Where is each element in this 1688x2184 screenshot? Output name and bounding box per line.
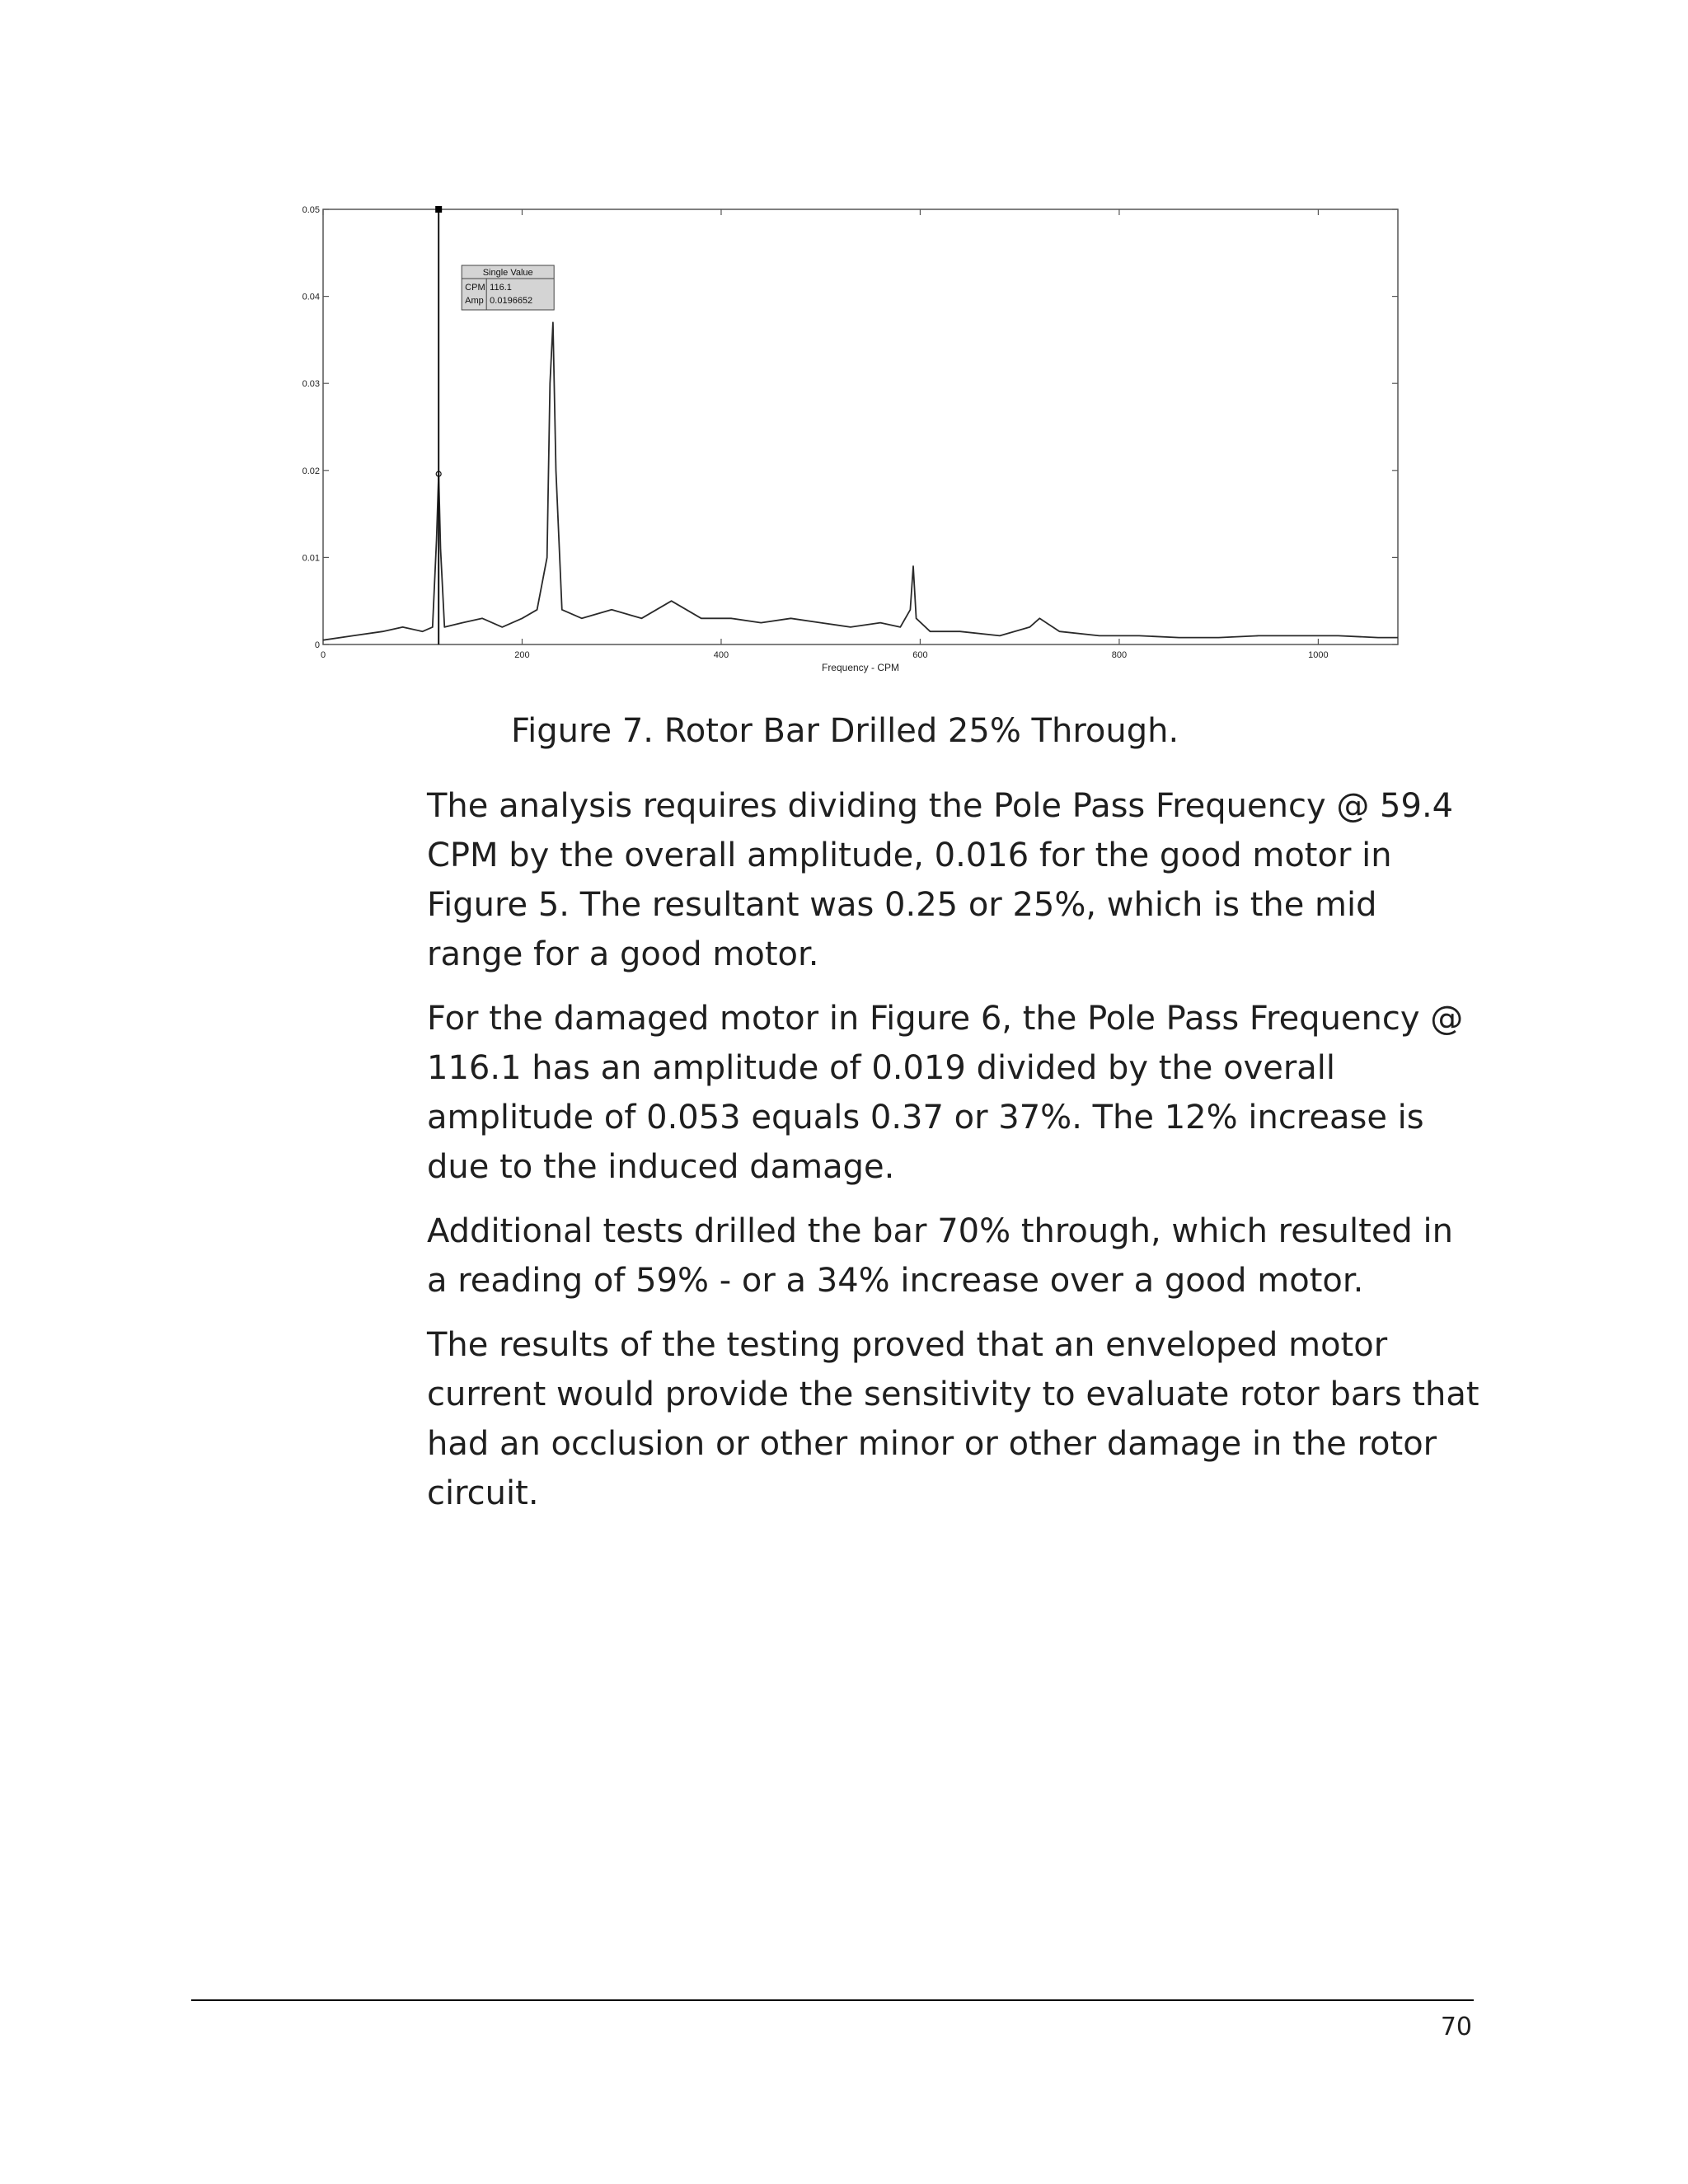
paragraph: The analysis requires dividing the Pole Pass Frequency @ 59.4 CPM by the overall amplitude, 0.016 for the good motor in Figure 5. The resultant was 0.25 or 25%, which is the mid range for a good motor.: [427, 787, 1454, 973]
page-number: 70: [1440, 2013, 1472, 2041]
tooltip-row-value: 116.1: [490, 283, 512, 293]
x-tick-label: 0: [320, 650, 326, 660]
spectrum-figure: [280, 198, 1418, 676]
y-tick-label: 0.02: [302, 466, 320, 476]
y-tick-label: 0.05: [302, 205, 320, 215]
figure-caption: Figure 7. Rotor Bar Drilled 25% Through.: [511, 712, 1179, 750]
tooltip-row-value: 0.0196652: [490, 296, 533, 306]
y-tick-label: 0.03: [302, 379, 320, 390]
x-tick-label: 1000: [1308, 650, 1329, 660]
x-tick-label: 200: [514, 650, 530, 660]
y-tick-label: 0.04: [302, 292, 320, 302]
tooltip-row-label: CPM: [465, 283, 485, 293]
tooltip-title: Single Value: [482, 268, 533, 278]
y-tick-label: 0: [314, 640, 320, 650]
x-axis-label: Frequency - CPM: [821, 662, 900, 673]
paragraph: Additional tests drilled the bar 70% through, which resulted in a reading of 59% - or a 34% increase over a good motor.: [427, 1212, 1453, 1300]
x-tick-label: 800: [1111, 650, 1128, 660]
cursor-tooltip: [462, 265, 554, 310]
x-tick-label: 400: [713, 650, 729, 660]
body-text: [427, 781, 1482, 1533]
spectrum-chart: [280, 198, 1418, 676]
tooltip-row-label: Amp: [465, 296, 484, 306]
y-tick-label: 0.01: [302, 553, 320, 564]
cursor-handle: [435, 206, 442, 213]
footer-rule: [191, 1999, 1474, 2001]
paragraph: For the damaged motor in Figure 6, the Pole Pass Frequency @ 116.1 has an amplitude of 0.019 divided by the overall amplitude of 0.053 equals 0.37 or 37%. The 12% increase is due to the induced damage.: [427, 1000, 1464, 1186]
paragraph: The results of the testing proved that an enveloped motor current would provide the sensitivity to evaluate rotor bars that had an occlusion or other minor or other damage in the rotor circuit.: [427, 1326, 1479, 1512]
x-tick-label: 600: [912, 650, 928, 660]
